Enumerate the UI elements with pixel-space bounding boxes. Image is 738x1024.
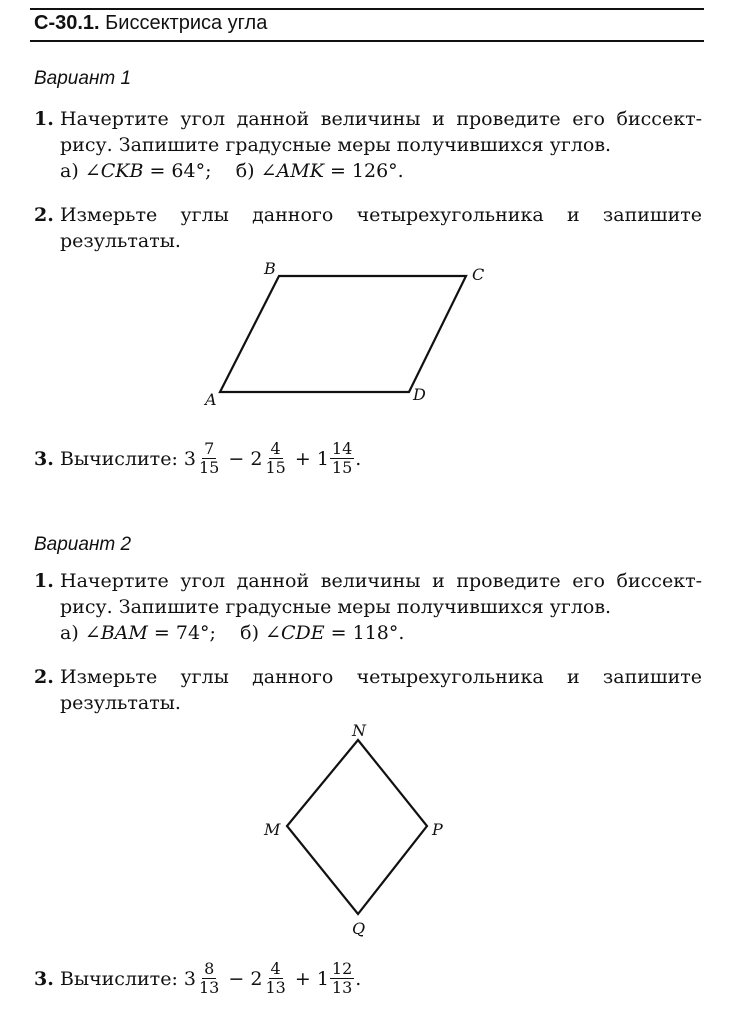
- v2-fraction-2: $\frac{4}{13}$: [265, 959, 286, 997]
- v1-angle-a: ∠CKB: [84, 160, 144, 182]
- v1-task-1: [34, 106, 702, 184]
- vertex-label-n: N: [352, 721, 366, 740]
- vertex-label-c: C: [472, 265, 485, 284]
- v2-task-3-number: 3.: [34, 967, 54, 990]
- v1-task-2-line-1: 2. Измерьте углы данного четырехугольника и запишите: [34, 204, 702, 226]
- v1-task-2-line-2: результаты.: [60, 230, 181, 252]
- vertex-label-b: B: [264, 259, 276, 278]
- v2-fraction-1: $\frac{8}{13}$: [198, 959, 220, 997]
- v2-task-1-number: 1.: [34, 570, 54, 592]
- vertex-label-m: M: [264, 820, 281, 839]
- v2-fraction-3: $\frac{12}{13}$: [331, 959, 353, 997]
- vertex-label-d: D: [413, 385, 426, 404]
- v1-task-2: [34, 202, 702, 254]
- v1-term-2-whole: 2: [250, 447, 263, 470]
- v2-angle-a: ∠BAM: [84, 622, 148, 644]
- rhombus-shape: [287, 740, 427, 914]
- v2-task-2-line-1: 2. Измерьте углы данного четырехугольника и запишите: [34, 666, 702, 688]
- parallelogram-figure: [190, 255, 500, 415]
- v2-task-2-number: 2.: [34, 666, 54, 688]
- v1-task-3-number: 3.: [34, 447, 54, 470]
- v1-task-1-number: 1.: [34, 108, 54, 130]
- v2-term-2-whole: 2: [250, 967, 263, 990]
- v2-term-1-whole: 3: [183, 967, 196, 990]
- v1-angle-b: ∠AMK: [260, 160, 324, 182]
- v1-term-1-whole: 3: [183, 447, 196, 470]
- v2-task-2: [34, 664, 702, 716]
- v2-term-3-whole: 1: [316, 967, 329, 990]
- v1-task-1-line-1: 1. Начертите угол данной величины и проведите его биссект-: [34, 108, 702, 130]
- vertex-label-q: Q: [352, 919, 366, 938]
- parallelogram-shape: [220, 276, 466, 392]
- header-bottom-rule: [30, 40, 704, 42]
- v1-task-1-line-2: рису. Запишите градусные меры получившихся углов.: [60, 134, 612, 156]
- v2-task-1-options: а) ∠BAM = 74°; б) ∠CDE = 118°.: [60, 622, 405, 644]
- v2-task-3: 3. Вычислите: 3 $\frac{8}{13}$ − 2 $\frac{4}{13}$ + 1 $\frac{12}{13}$ .: [34, 959, 362, 997]
- v2-task-1-line-1: 1. Начертите угол данной величины и проведите его биссект-: [34, 570, 702, 592]
- variant-2-title: Вариант 2: [34, 534, 132, 555]
- section-code: С-30.1.: [34, 12, 100, 34]
- header-top-rule: [30, 8, 704, 10]
- v2-task-2-line-2: результаты.: [60, 692, 181, 714]
- v1-task-3: 3. Вычислите: 3 $\frac{7}{15}$ − 2 $\frac{4}{15}$ + 1 $\frac{14}{15}$ .: [34, 439, 362, 477]
- vertex-label-p: P: [432, 820, 443, 839]
- page-title: [34, 12, 267, 35]
- v2-angle-b: ∠CDE: [265, 622, 325, 644]
- v1-fraction-1: $\frac{7}{15}$: [198, 439, 220, 477]
- v2-task-1: [34, 568, 702, 646]
- vertex-label-a: A: [205, 390, 217, 409]
- v1-task-1-options: а) ∠CKB = 64°; б) ∠AMK = 126°.: [60, 160, 404, 182]
- v1-task-2-number: 2.: [34, 204, 54, 226]
- variant-1-title: Вариант 1: [34, 68, 132, 89]
- section-title: Биссектриса угла: [105, 12, 268, 34]
- v1-fraction-3: $\frac{14}{15}$: [331, 439, 353, 477]
- v1-term-3-whole: 1: [316, 447, 329, 470]
- v1-fraction-2: $\frac{4}{15}$: [265, 439, 286, 477]
- v2-task-1-line-2: рису. Запишите градусные меры получившихся углов.: [60, 596, 612, 618]
- rhombus-figure: [255, 718, 455, 940]
